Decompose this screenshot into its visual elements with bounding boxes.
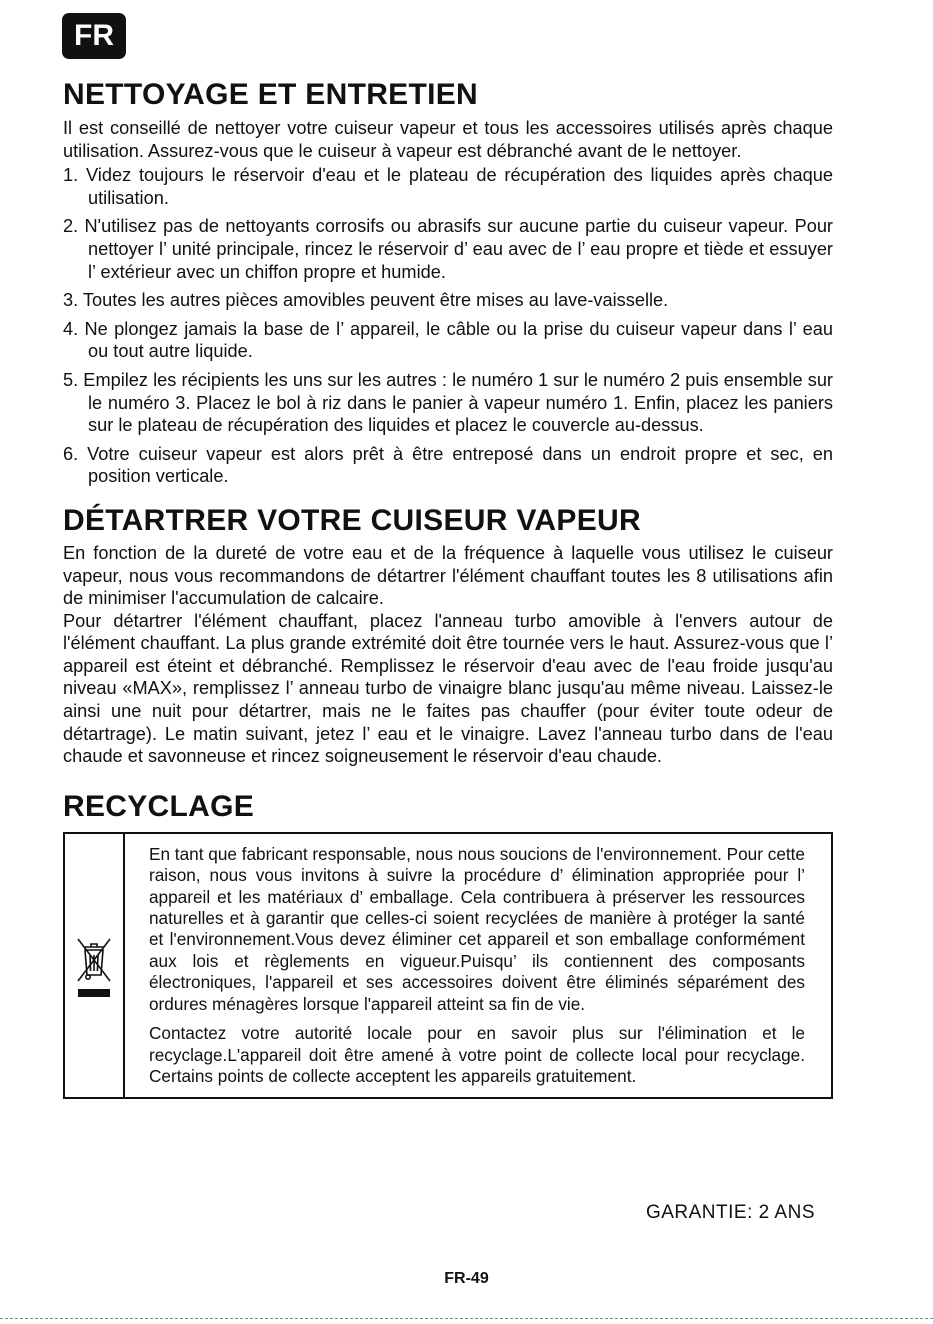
cleaning-step: 1. Videz toujours le réservoir d'eau et le plateau de récupération des liquides après chaque utilisation. [63,165,833,208]
cleaning-step: 5. Empilez les récipients les uns sur les autres : le numéro 1 sur le numéro 2 puis ensemble sur le numéro 3. Placez le bol à riz dans le panier à vapeur numéro 1. Enfin, placez les paniers sur le plateau de récupération des liquides et placez le couvercle au-dessus. [63,369,833,436]
cleaning-step: 2. N'utilisez pas de nettoyants corrosifs ou abrasifs sur aucune partie du cuiseur vapeur. Pour nettoyer l’ unité principale, rincez le réservoir d’ eau avec de l’ eau propre et tiède et essuyer l’ extérieur avec un chiffon propre et humide. [63,216,833,282]
warranty-note: GARANTIE: 2 ANS [645,1202,815,1223]
descaling-paragraph-2: Pour détartrer l'élément chauffant, placez l'anneau turbo amovible à l'envers autour de l'élément chauffant. La plus grande extrémité doit être tournée vers le haut. Assurez-vous que l’ appareil est éteint et débranché. Remplissez le réservoir d'eau avec de l'eau froide jusqu'au niveau «MAX», remplissez l’ anneau turbo de vinaigre blanc jusqu'au même niveau. Laissez-le ainsi une nuit pour détartrer, mais ne le faites pas chauffer (pour éviter toute odeur de détartrage). Le matin suivant, jetez l’ eau et le vinaigre. Lavez l'anneau turbo dans de l'eau chaude et savonneuse et rincez soigneusement le réservoir d'eau chaude. [63,610,833,767]
recycling-paragraph-1: En tant que fabricant responsable, nous nous soucions de l'environnement. Pour cette raison, nous vous invitons à suivre la procédure d’ élimination appropriée pour l’ appareil et les matériaux d’ emballage. Cela contribuera à préserver les ressources naturelles et à garantir que celles-ci soient recyclées de manière à protéger la santé et l'environnement.Vous devez éliminer cet appareil et son emballage conformément aux lois et règlements en vigueur.Puisqu’ ils contiennent des composants électroniques, l'appareil et ses accessoires doivent être éliminés séparément des ordures ménagères lorsque l'appareil atteint sa fin de vie. [149,843,805,1014]
recycling-text [125,834,831,1097]
recycling-box [63,832,833,1099]
cleaning-step: 6. Votre cuiseur vapeur est alors prêt à être entreposé dans un endroit propre et sec, en position verticale. [63,443,833,487]
descaling-paragraph-1: En fonction de la dureté de votre eau et de la fréquence à laquelle vous utilisez le cuiseur vapeur, nous vous recommandons de détartrer l'élément chauffant toutes les 8 utilisations afin de minimiser l'accumulation de calcaire. [63,542,833,609]
cleaning-step: 4. Ne plongez jamais la base de l’ appareil, le câble ou la prise du cuiseur vapeur dans l’ eau ou tout autre liquide. [63,318,833,362]
cleaning-steps-list [63,164,833,488]
recycling-heading: RECYCLAGE [63,789,255,823]
cleaning-intro: Il est conseillé de nettoyer votre cuiseur vapeur et tous les accessoires utilisés après chaque utilisation. Assurez-vous que le cuiseur à vapeur est débranché avant de le nettoyer. [63,118,833,161]
page-number: FR-49 [444,1270,489,1287]
cleaning-heading: NETTOYAGE ET ENTRETIEN [63,78,478,111]
language-badge: FR [62,13,126,59]
recycling-icon-cell [65,834,125,1097]
descaling-heading: DÉTARTRER VOTRE CUISEUR VAPEUR [63,503,641,537]
page-content [63,72,833,1099]
recycling-paragraph-2: Contactez votre autorité locale pour en savoir plus sur l'élimination et le recyclage.L'appareil doit être amené à votre point de collecte local pour recyclage. Certains points de collecte acceptent les appareils gratuitement. [149,1023,805,1086]
bottom-divider [0,1318,933,1319]
crossed-out-wheelie-bin-icon [74,931,114,1001]
cleaning-step: 3. Toutes les autres pièces amovibles peuvent être mises au lave-vaisselle. [63,290,669,311]
